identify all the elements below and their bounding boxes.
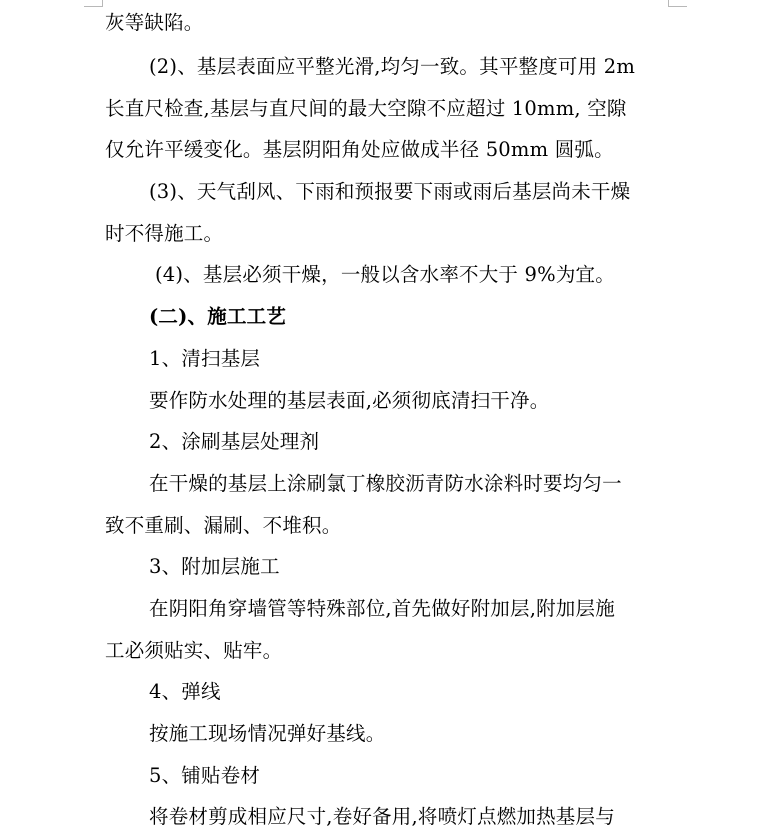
margin-corner-mark-right [668, 0, 687, 7]
subsection-heading: 4、弹线 [149, 680, 221, 704]
paragraph-line: 致不重刷、漏刷、不堆积。 [105, 513, 342, 537]
margin-corner-mark-left [84, 0, 103, 7]
paragraph-line: 工必须贴实、贴牢。 [105, 638, 283, 662]
subsection-heading: 5、铺贴卷材 [149, 763, 261, 787]
paragraph-line: 时不得施工。 [105, 221, 224, 245]
paragraph-line: 将卷材剪成相应尺寸,卷好备用,将喷灯点燃加热基层与 [149, 805, 615, 829]
paragraph-line: 长直尺检查,基层与直尺间的最大空隙不应超过 10mm, 空隙 [105, 96, 627, 120]
subsection-heading: 3、附加层施工 [149, 555, 280, 579]
document-body [105, 0, 669, 838]
paragraph-line: 在阴阳角穿墙管等特殊部位,首先做好附加层,附加层施 [149, 596, 615, 620]
paragraph-line: (2)、基层表面应平整光滑,均匀一致。其平整度可用 2m [149, 55, 636, 78]
paragraph-line: 按施工现场情况弹好基线。 [149, 722, 386, 745]
section-heading: (二)、施工工艺 [149, 305, 287, 329]
paragraph-line: (4)、基层必须干燥，一般以含水率不大于 9%为宜。 [155, 263, 615, 287]
subsection-heading: 1、清扫基层 [149, 346, 261, 370]
paragraph-line: 在干燥的基层上涂刷氯丁橡胶沥青防水涂料时要均匀一 [149, 471, 622, 495]
paragraph-line: (3)、天气刮风、下雨和预报要下雨或雨后基层尚未干燥 [149, 180, 631, 204]
paragraph-line: 仅允许平缓变化。基层阴阳角处应做成半径 50mm 圆弧。 [105, 138, 614, 162]
paragraph-line: 灰等缺陷。 [105, 11, 204, 34]
subsection-heading: 2、涂刷基层处理剂 [149, 430, 320, 454]
paragraph-line: 要作防水处理的基层表面,必须彻底清扫干净。 [149, 388, 550, 412]
